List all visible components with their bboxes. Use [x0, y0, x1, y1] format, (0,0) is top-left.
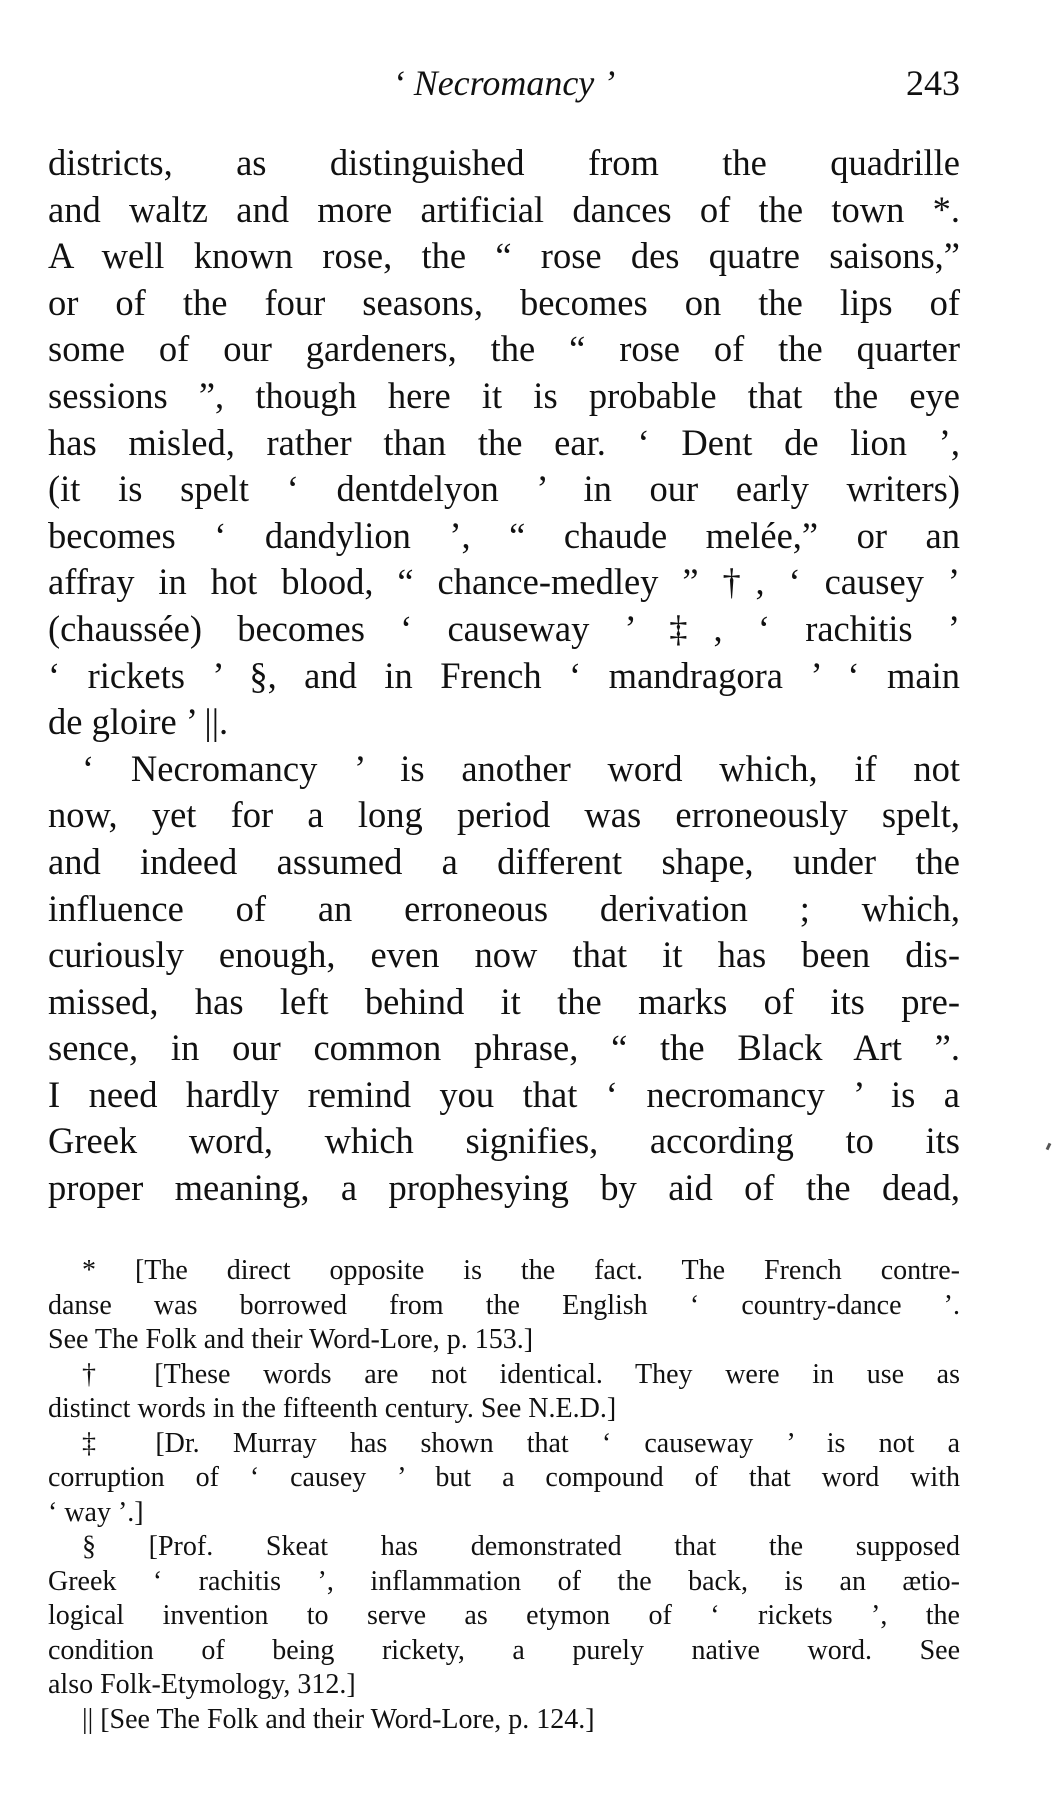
body-line: has misled, rather than the ear. ‘ Dent de lion ’, [48, 421, 960, 463]
footnote-line: danse was borrowed from the English ‘ country-dance ’. [48, 1289, 960, 1321]
body-line: becomes ‘ dandylion ’, “ chaude melée,” or an [48, 514, 960, 556]
footnote [48, 1358, 960, 1427]
body-line: and indeed assumed a different shape, under the [48, 840, 960, 882]
footnote [48, 1254, 960, 1358]
page-header [48, 58, 960, 108]
body-line: districts, as distinguished from the quadrille [48, 142, 960, 183]
body-line: sessions ”, though here it is probable that the eye [48, 374, 960, 416]
footnote [48, 1703, 960, 1738]
body-line: proper meaning, a prophesying by aid of the dead, [48, 1167, 960, 1209]
footnote-line: condition of being rickety, a purely native word. See [48, 1634, 960, 1666]
footnote-line: * [The direct opposite is the fact. The French contre- [82, 1255, 960, 1286]
footnotes [48, 1254, 960, 1737]
body-line: now, yet for a long period was erroneously spelt, [48, 794, 960, 836]
footnote-line: || [See The Folk and their Word-Lore, p. 124.] [82, 1703, 595, 1735]
footnote-line: ‘ way ’.] [48, 1496, 144, 1528]
footnote-line: See The Folk and their Word-Lore, p. 153.] [48, 1324, 534, 1355]
footnote-line: § [Prof. Skeat has demonstrated that the supposed [82, 1531, 960, 1562]
footnote-line: distinct words in the fifteenth century. See N.E.D.] [48, 1393, 617, 1424]
body-line: or of the four seasons, becomes on the lips of [48, 281, 960, 323]
footnote [48, 1427, 960, 1531]
footnote [48, 1530, 960, 1703]
body-text [48, 140, 960, 1212]
body-line: some of our gardeners, the “ rose of the quarter [48, 328, 960, 370]
body-line: A well known rose, the “ rose des quatre saisons,” [48, 235, 960, 277]
body-line: ‘ Necromancy ’ is another word which, if not [82, 747, 960, 789]
body-line: missed, has left behind it the marks of its pre- [48, 980, 960, 1022]
body-line: ‘ rickets ’ §, and in French ‘ mandragora ’ ‘ main [48, 654, 960, 696]
footnote-line: ‡ [Dr. Murray has shown that ‘ causeway ’ is not a [82, 1427, 960, 1459]
footnote-line: logical invention to serve as etymon of ‘ rickets ’, the [48, 1600, 960, 1631]
footnote-line: also Folk-Etymology, 312.] [48, 1669, 356, 1700]
footnote-line: † [These words are not identical. They were in use as [82, 1358, 960, 1390]
body-line: and waltz and more artificial dances of the town *. [48, 188, 960, 230]
body-line: influence of an erroneous derivation ; which, [48, 887, 960, 929]
body-line: (it is spelt ‘ dentdelyon ’ in our early writers) [48, 468, 960, 510]
body-line: curiously enough, even now that it has been dis- [48, 934, 960, 976]
body-line: sence, in our common phrase, “ the Black Art ”. [48, 1027, 960, 1069]
body-line: Greek word, which signifies, according to its [48, 1120, 960, 1162]
running-title: ‘ Necromancy ’ [392, 63, 616, 103]
body-line: affray in hot blood, “ chance-medley ” †, ‘ causey ’ [48, 561, 960, 603]
body-line: I need hardly remind you that ‘ necromancy ’ is a [48, 1073, 960, 1115]
page-number: 243 [906, 63, 960, 103]
stray-ink-mark [1046, 1143, 1052, 1151]
body-line: (chaussée) becomes ‘ causeway ’ ‡, ‘ rachitis ’ [48, 607, 960, 649]
body-line: de gloire ’ ||. [48, 701, 229, 743]
footnote-line: Greek ‘ rachitis ’, inflammation of the back, is an ætio- [48, 1565, 960, 1597]
footnote-line: corruption of ‘ causey ’ but a compound of that word with [48, 1462, 960, 1493]
